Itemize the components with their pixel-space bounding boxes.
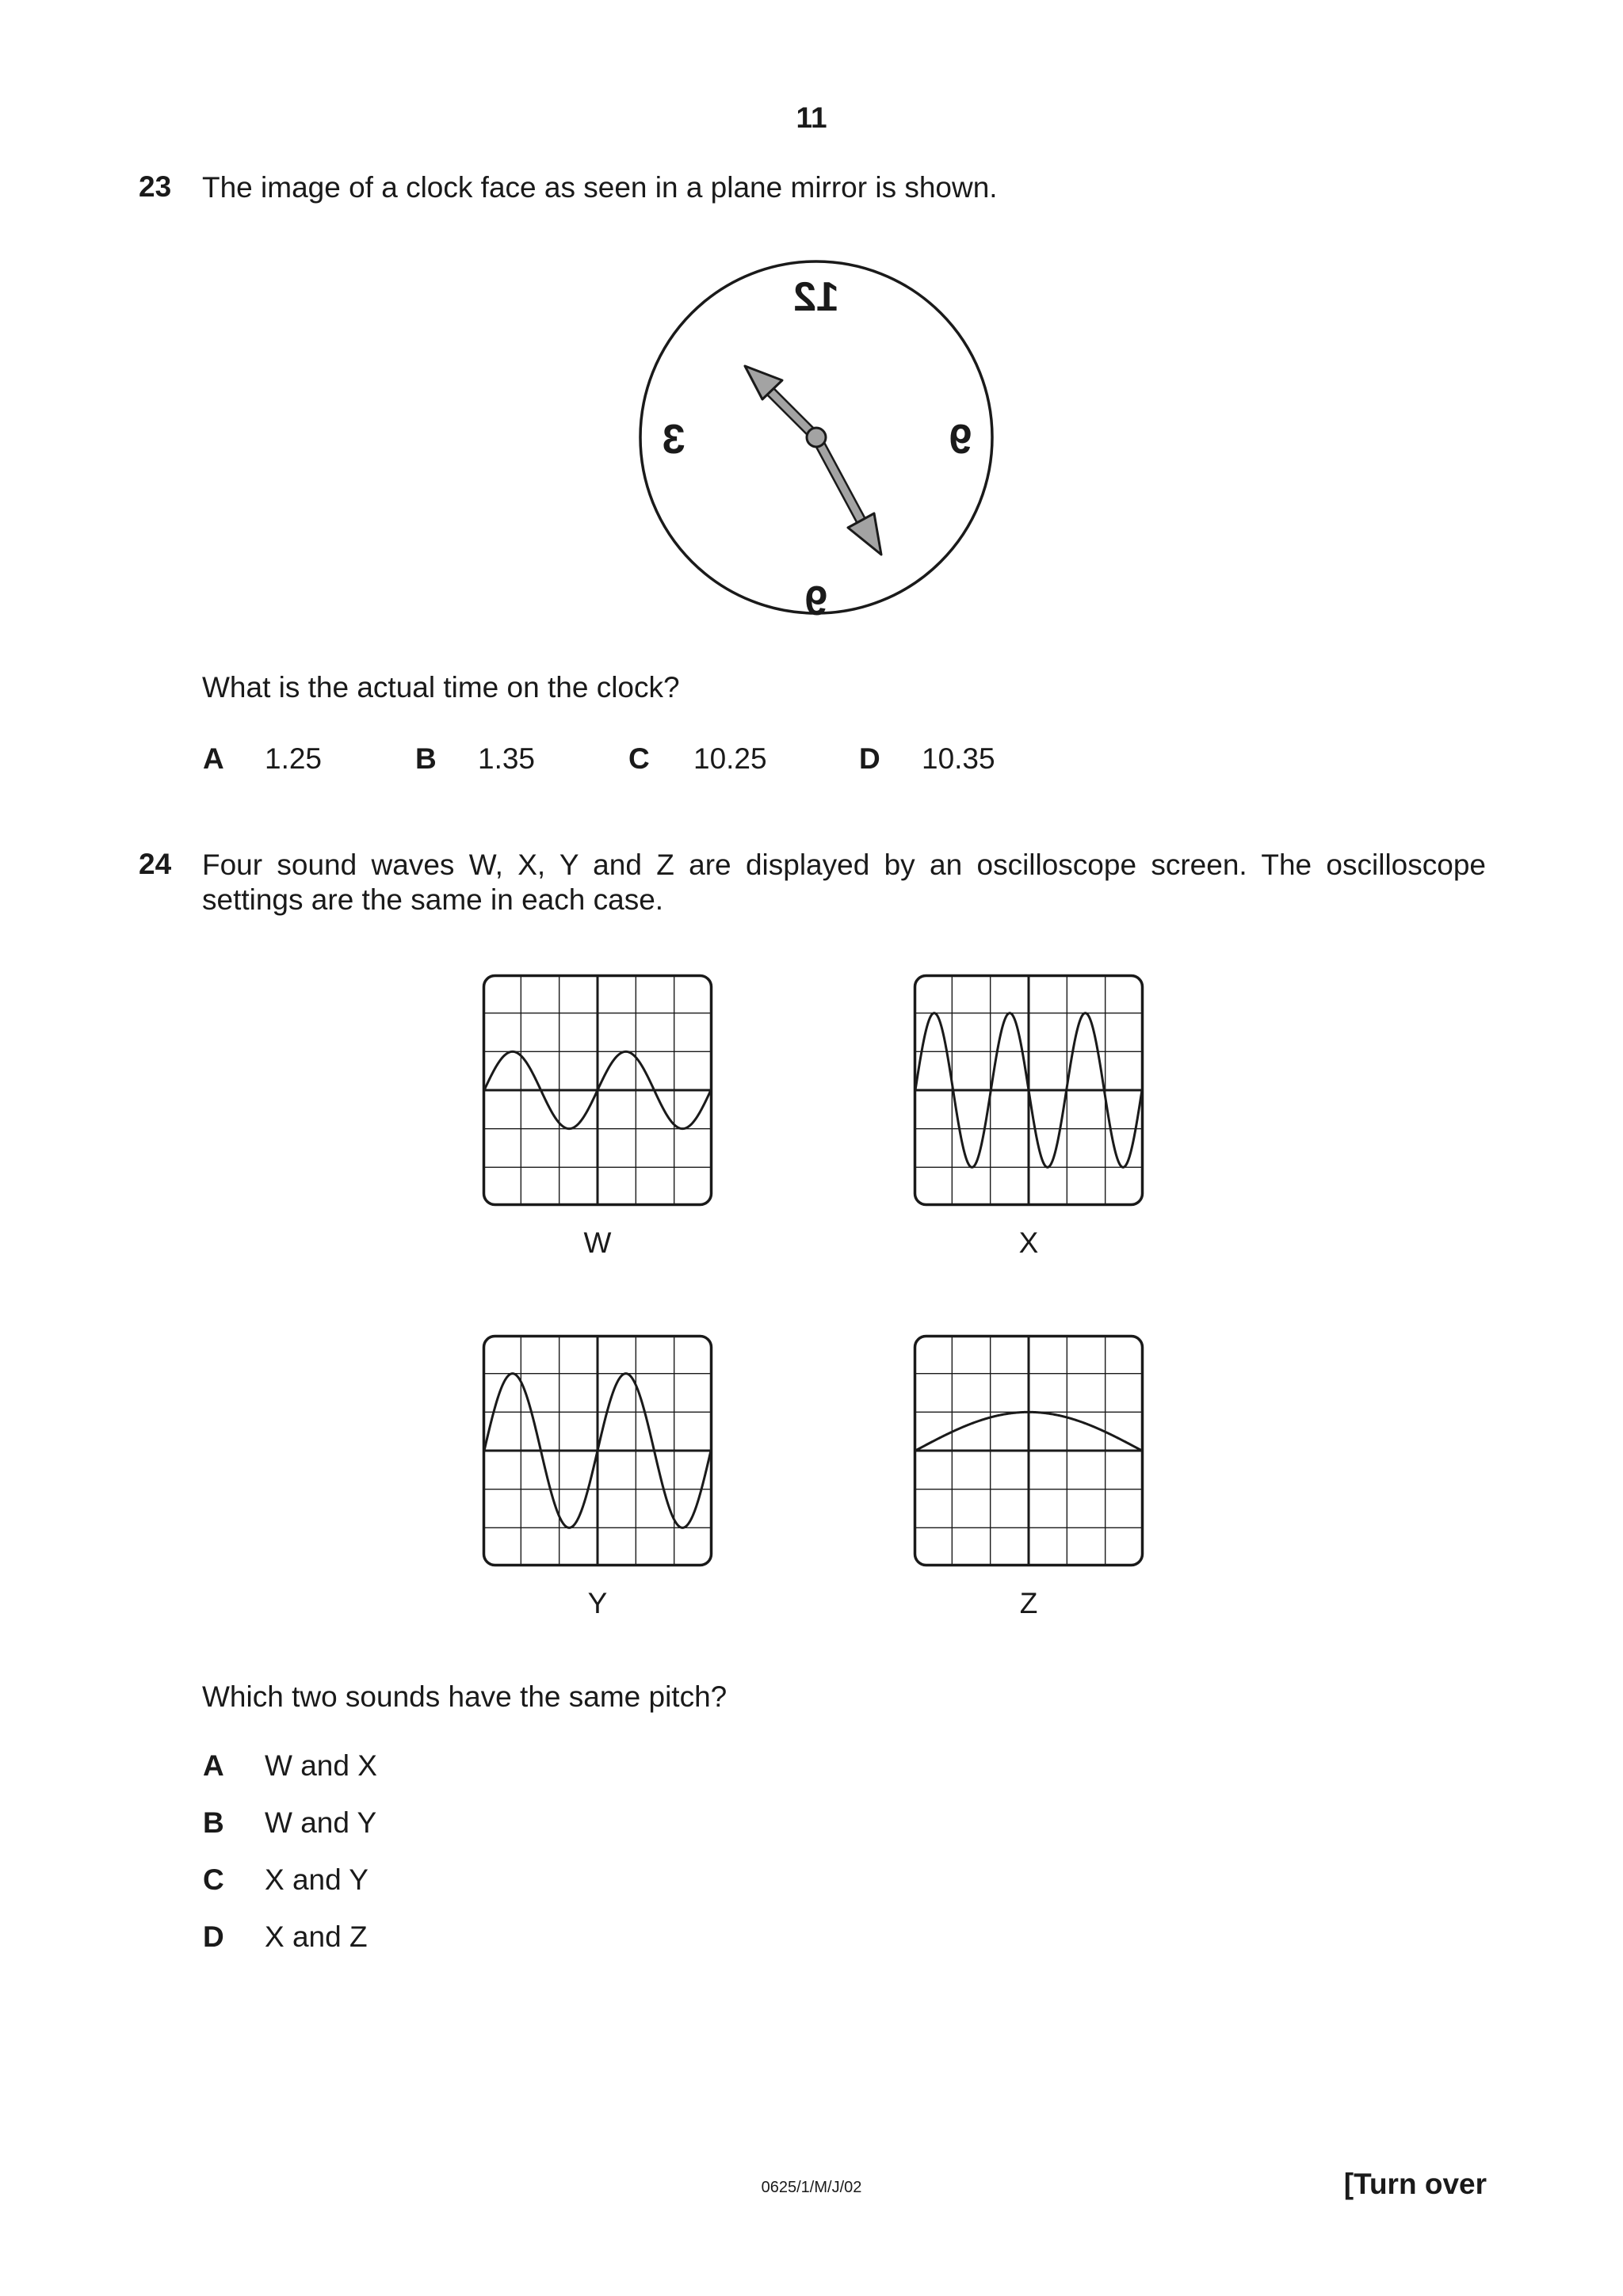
q23-option-d-text: 10.35 (922, 742, 995, 775)
question-23-stem: The image of a clock face as seen in a plane mirror is shown. (202, 171, 998, 204)
scope-label-y: Y (587, 1587, 608, 1619)
q23-option-a-text: 1.25 (265, 742, 323, 775)
page-number: 11 (796, 101, 827, 134)
q23-option-b-text: 1.35 (478, 742, 536, 775)
oscilloscope-y (483, 1335, 712, 1566)
scope-label-z: Z (1019, 1587, 1038, 1619)
scope-label-x: X (1018, 1226, 1039, 1259)
scope-label-w: W (583, 1226, 612, 1259)
oscilloscope-x (914, 974, 1144, 1206)
clock-centre-pivot (807, 428, 826, 447)
q23-option-d-letter: D (859, 742, 880, 775)
q24-option-a-text: W and X (265, 1749, 377, 1782)
q24-option-d-text: X and Z (265, 1920, 368, 1953)
question-24-stem: Four sound waves W, X, Y and Z are displayed by an oscilloscope screen. The oscilloscope settings are the same in each case. (202, 849, 1486, 916)
question-23-number: 23 (139, 170, 172, 203)
clock-numeral-left: 3 (662, 417, 685, 463)
question-24-number: 24 (139, 848, 172, 880)
q24-option-c-text: X and Y (265, 1863, 369, 1896)
clock-numeral-top: 12 (793, 274, 839, 320)
clock-numeral-right: 9 (949, 417, 972, 463)
q23-option-a-letter: A (203, 742, 224, 775)
clock-numeral-bottom: 6 (804, 577, 828, 623)
q24-option-b-text: W and Y (265, 1806, 377, 1839)
q24-option-b-letter: B (203, 1806, 224, 1839)
q23-option-c-text: 10.25 (693, 742, 767, 775)
q23-option-b-letter: B (415, 742, 437, 775)
q24-option-a-letter: A (203, 1749, 224, 1782)
q24-option-d-letter: D (203, 1920, 224, 1953)
turn-over-label: [Turn over (1343, 2168, 1487, 2200)
oscilloscope-w (483, 974, 712, 1206)
question-23-prompt: What is the actual time on the clock? (202, 671, 680, 704)
oscilloscope-z (914, 1335, 1144, 1566)
q24-option-c-letter: C (203, 1863, 224, 1896)
question-24-prompt: Which two sounds have the same pitch? (202, 1680, 727, 1713)
paper-code: 0625/1/M/J/02 (761, 2179, 862, 2196)
q23-option-c-letter: C (628, 742, 650, 775)
